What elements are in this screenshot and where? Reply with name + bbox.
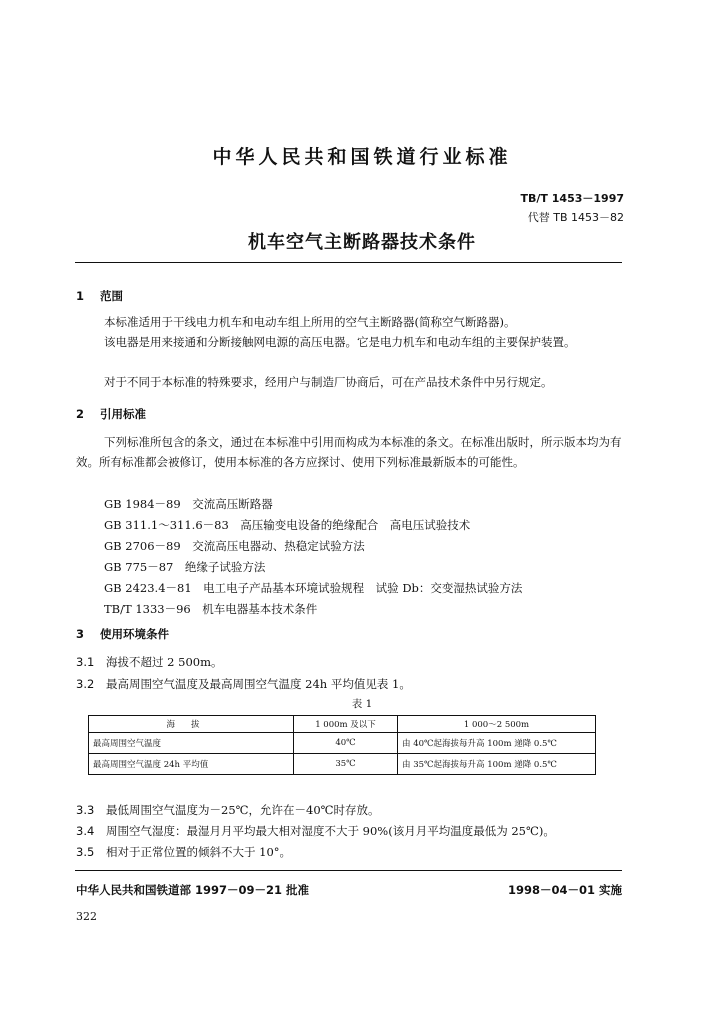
page-number: 322 (76, 910, 97, 923)
clause (76, 844, 291, 860)
table-header-cell: 1 000～2 500m (398, 716, 596, 733)
reference-item: TB/T 1333－96 机车电器基本技术条件 (104, 602, 318, 616)
section-1-heading (76, 288, 123, 304)
table-header-cell: 海拔 (89, 716, 294, 733)
table-row (89, 733, 596, 754)
clause (76, 823, 555, 839)
table-cell: 35℃ (294, 754, 398, 775)
table-row (89, 754, 596, 775)
clause-number: 3.1 (76, 655, 95, 669)
clause-text: 最高周围空气温度及最高周围空气温度 24h 平均值见表 1。 (106, 677, 411, 691)
clause-number: 3.3 (76, 803, 95, 817)
implementation-date: 1998－04－01 实施 (507, 883, 622, 897)
clause-number: 3.2 (76, 677, 95, 691)
section-title: 引用标准 (100, 407, 146, 421)
clause (76, 802, 380, 818)
reference-item: GB 775－87 绝缘子试验方法 (104, 560, 266, 574)
section-3-heading (76, 626, 169, 642)
document-title: 机车空气主断路器技术条件 (248, 232, 476, 253)
paragraph: 对于不同于本标准的特殊要求，经用户与制造厂协商后，可在产品技术条件中另行规定。 (104, 375, 553, 389)
paragraph: 下列标准所包含的条文，通过在本标准中引用而构成为本标准的条文。在标准出版时，所示版本均为有效。所有标准都会被修订，使用本标准的各方应探讨、使用下列标准最新版本的可能性。 (76, 435, 622, 469)
clause-text: 周围空气湿度：最湿月月平均最大相对湿度不大于 90%(该月月平均温度最低为 25℃)。 (106, 824, 555, 838)
section-number: 3 (76, 627, 85, 641)
environment-table (88, 715, 596, 775)
reference-item: GB 2706－89 交流高压电器动、热稳定试验方法 (104, 539, 365, 553)
section-title: 使用环境条件 (100, 627, 169, 641)
reference-item: GB 311.1～311.6－83 高压输变电设备的绝缘配合 高电压试验技术 (104, 518, 471, 532)
reference-item: GB 1984－89 交流高压断路器 (104, 497, 273, 511)
table-cell: 最高周围空气温度 (89, 733, 294, 754)
section-title: 范围 (100, 289, 123, 303)
table-caption: 表 1 (351, 698, 373, 710)
table-cell: 由 35℃起海拔每升高 100m 递降 0.5℃ (398, 754, 596, 775)
table-header-cell: 1 000m 及以下 (294, 716, 398, 733)
section-2-heading (76, 406, 146, 422)
clause-text: 相对于正常位置的倾斜不大于 10°。 (106, 845, 292, 859)
table-cell: 由 40℃起海拔每升高 100m 递降 0.5℃ (398, 733, 596, 754)
title-rule (75, 262, 622, 263)
paragraph: 该电器是用来接通和分断接触网电源的高压电器。它是电力机车和电动车组的主要保护装置。 (104, 335, 576, 349)
section-number: 1 (76, 289, 85, 303)
clause-text: 最低周围空气温度为－25℃，允许在－40℃时存放。 (106, 803, 380, 817)
replaces-code: 代替 TB 1453－82 (527, 211, 624, 224)
standard-org-title: 中华人民共和国铁道行业标准 (212, 146, 512, 168)
section-number: 2 (76, 407, 85, 421)
clause (76, 676, 411, 692)
reference-item: GB 2423.4－81 电工电子产品基本环境试验规程 试验 Db：交变湿热试验方法 (104, 581, 523, 595)
paragraph: 本标准适用于干线电力机车和电动车组上所用的空气主断路器(简称空气断路器)。 (104, 315, 516, 329)
clause-number: 3.4 (76, 824, 95, 838)
table-header-row (89, 716, 596, 733)
clause-number: 3.5 (76, 845, 95, 859)
table-cell: 40℃ (294, 733, 398, 754)
standard-code: TB/T 1453－1997 (520, 192, 624, 205)
table-cell: 最高周围空气温度 24h 平均值 (89, 754, 294, 775)
footer-rule (75, 870, 622, 871)
clause-text: 海拔不超过 2 500m。 (106, 655, 223, 669)
approval-line: 中华人民共和国铁道部 1997－09－21 批准 (76, 883, 310, 897)
clause (76, 654, 222, 670)
